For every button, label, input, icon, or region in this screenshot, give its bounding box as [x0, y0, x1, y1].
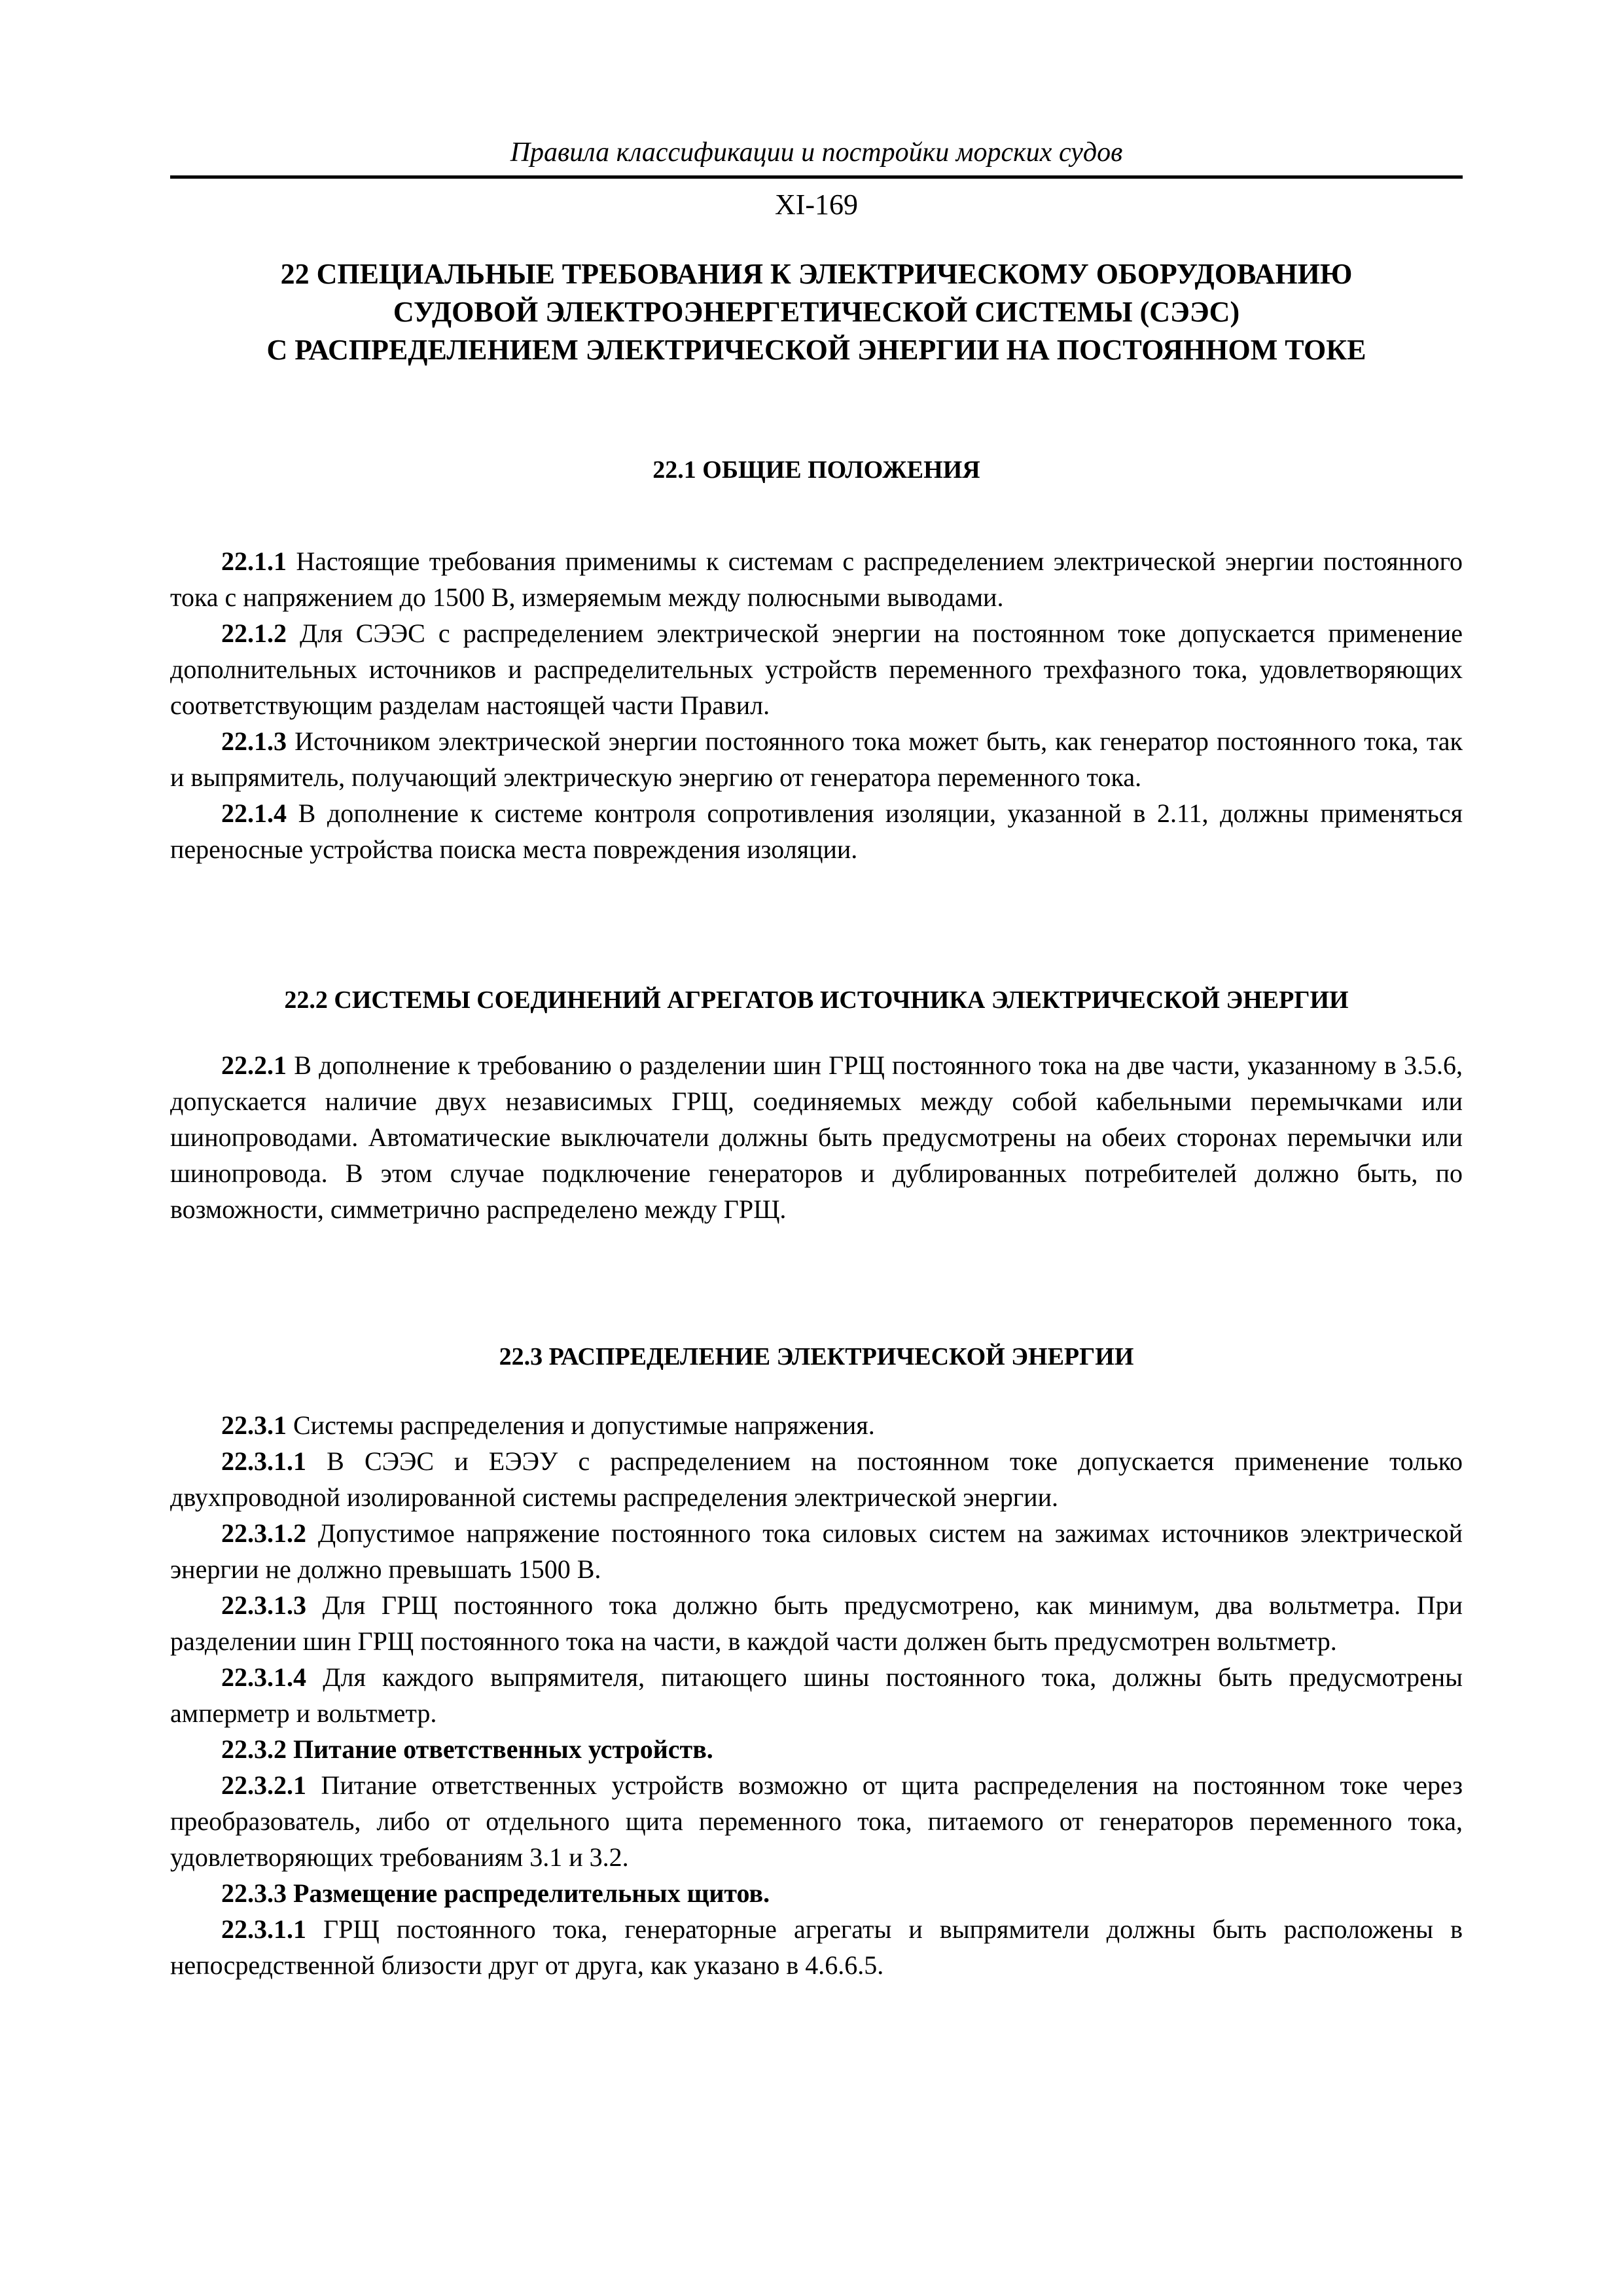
paragraph	[170, 1767, 1463, 1875]
clause-number: 22.3.1.4	[221, 1662, 306, 1692]
paragraph	[170, 1731, 1463, 1767]
chapter-title-line: СУДОВОЙ ЭЛЕКТРОЭНЕРГЕТИЧЕСКОЙ СИСТЕМЫ (СЭЭС)	[393, 296, 1240, 328]
paragraph	[170, 795, 1463, 867]
clause-text: В дополнение к системе контроля сопротивления изоляции, указанной в 2.11, должны применяться переносные устройства поиска места повреждения изоляции.	[170, 798, 1463, 864]
clause-number: 22.3.1.1	[221, 1914, 306, 1944]
paragraph	[170, 1407, 1463, 1443]
section-body	[170, 543, 1463, 867]
section-heading: 22.3 РАСПРЕДЕЛЕНИЕ ЭЛЕКТРИЧЕСКОЙ ЭНЕРГИИ	[499, 1343, 1134, 1371]
clause-number: 22.1.1	[221, 547, 287, 576]
clause-text: Системы распределения и допустимые напряжения.	[287, 1410, 875, 1440]
paragraph	[170, 1911, 1463, 1983]
clause-text: Настоящие требования применимы к системам с распределением электрической энергии постоянного тока с напряжением до 1500 В, измеряемым между полюсными выводами.	[170, 547, 1463, 612]
clause-number: 22.1.3	[221, 726, 287, 756]
section-heading: 22.2 СИСТЕМЫ СОЕДИНЕНИЙ АГРЕГАТОВ ИСТОЧНИКА ЭЛЕКТРИЧЕСКОЙ ЭНЕРГИИ	[284, 986, 1349, 1014]
clause-text: В СЭЭС и ЕЭЭУ с распределением на постоянном токе допускается применение только двухпроводной изолированной системы распределения электрической энергии.	[170, 1446, 1463, 1512]
clause-number: 22.3.2.1	[221, 1770, 306, 1800]
paragraph	[170, 543, 1463, 615]
paragraph	[170, 1443, 1463, 1515]
chapter-title	[170, 255, 1463, 369]
clause-text: Допустимое напряжение постоянного тока силовых систем на зажимах источников электрической энергии не должно превышать 1500 В.	[170, 1518, 1463, 1584]
clause-text: Для ГРЩ постоянного тока должно быть предусмотрено, как минимум, два вольтметра. При разделении шин ГРЩ постоянного тока на части, в каждой части должен быть предусмотрен вольтметр.	[170, 1590, 1463, 1656]
paragraph	[170, 1047, 1463, 1227]
chapter-title-line: 22 СПЕЦИАЛЬНЫЕ ТРЕБОВАНИЯ К ЭЛЕКТРИЧЕСКОМУ ОБОРУДОВАНИЮ	[280, 258, 1353, 290]
section-body	[170, 1407, 1463, 1983]
paragraph	[170, 723, 1463, 795]
clause-text: Для каждого выпрямителя, питающего шины постоянного тока, должны быть предусмотрены амперметр и вольтметр.	[170, 1662, 1463, 1728]
clause-number: 22.3.1	[221, 1410, 287, 1440]
clause-text: Размещение распределительных щитов.	[287, 1878, 770, 1908]
paragraph	[170, 1659, 1463, 1731]
clause-number: 22.1.2	[221, 619, 287, 648]
clause-text: Питание ответственных устройств.	[287, 1734, 713, 1764]
clause-number: 22.1.4	[221, 798, 287, 828]
running-header: Правила классификации и постройки морских судов	[510, 137, 1123, 168]
page-number: XI-169	[774, 188, 859, 221]
clause-number: 22.3.1.2	[221, 1518, 306, 1548]
paragraph	[170, 1587, 1463, 1659]
clause-text: Для СЭЭС с распределением электрической энергии на постоянном токе допускается применение дополнительных источников и распределительных устройств переменного трехфазного тока, удовлетворяющих соответствующим разделам настоящей части Правил.	[170, 619, 1463, 720]
clause-number: 22.3.2	[221, 1734, 287, 1764]
clause-number: 22.3.3	[221, 1878, 287, 1908]
header-rule	[170, 175, 1463, 179]
paragraph	[170, 1515, 1463, 1587]
clause-number: 22.2.1	[221, 1050, 287, 1080]
section-body	[170, 1047, 1463, 1227]
clause-text: Источником электрической энергии постоянного тока может быть, как генератор постоянного тока, так и выпрямитель, получающий электрическую энергию от генератора переменного тока.	[170, 726, 1463, 792]
section-heading: 22.1 ОБЩИЕ ПОЛОЖЕНИЯ	[652, 456, 980, 484]
clause-number: 22.3.1.3	[221, 1590, 306, 1620]
clause-text: ГРЩ постоянного тока, генераторные агрегаты и выпрямители должны быть расположены в непосредственной близости друг от друга, как указано в 4.6.6.5.	[170, 1914, 1463, 1980]
paragraph	[170, 1875, 1463, 1911]
clause-text: Питание ответственных устройств возможно от щита распределения на постоянном токе через преобразователь, либо от отдельного щита переменного тока, питаемого от генераторов переменного тока, удовлетворяющих требованиям 3.1 и 3.2.	[170, 1770, 1463, 1872]
chapter-title-line: С РАСПРЕДЕЛЕНИЕМ ЭЛЕКТРИЧЕСКОЙ ЭНЕРГИИ НА ПОСТОЯННОМ ТОКЕ	[266, 334, 1366, 366]
clause-number: 22.3.1.1	[221, 1446, 306, 1476]
clause-text: В дополнение к требованию о разделении шин ГРЩ постоянного тока на две части, указанному в 3.5.6, допускается наличие двух независимых ГРЩ, соединяемых между собой кабельными перемычками или шинопроводами. Автоматические выключатели должны быть предусмотрены на обеих сторонах перемычки или шинопровода. В этом случае подключение генераторов и дублированных потребителей должно быть, по возможности, симметрично распределено между ГРЩ.	[170, 1050, 1463, 1224]
paragraph	[170, 615, 1463, 723]
